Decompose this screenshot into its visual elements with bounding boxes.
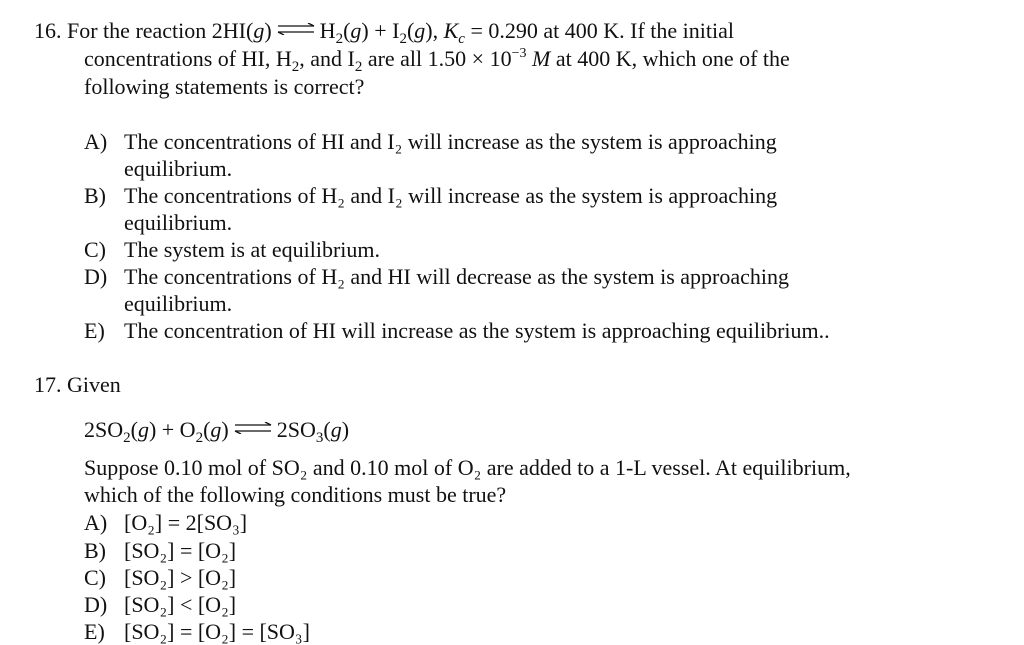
option-text: [SO₂] = [O₂] = [SO₃] (124, 619, 310, 644)
q16-option-a (84, 129, 777, 155)
option-text: The concentrations of HI and I₂ will increase as the system is approaching (124, 129, 777, 154)
q17-stem-line-1: Suppose 0.10 mol of SO₂ and 0.10 mol of O₂ are added to a 1-L vessel. At equilibrium, (84, 455, 851, 480)
q16-stem-line-1: 16. For the reaction 2HI(g) $H_2(g) + I_2(g)$, $K_c = 0.290$ at 400 K. If the initial (34, 18, 735, 47)
q16-number: 16. (34, 18, 62, 43)
q17-number: 17. (34, 372, 62, 397)
option-letter: D) (84, 264, 108, 289)
q16-unit: M (531, 46, 551, 71)
q17-equation: $2SO_2(g) + O_2(g)$ $2SO_3(g)$ (84, 417, 350, 446)
q17-option-c (84, 565, 236, 591)
option-letter: D) (84, 592, 108, 617)
option-text: [SO₂] > [O₂] (124, 565, 237, 590)
option-letter: E) (84, 619, 105, 644)
q17-option-d (84, 592, 236, 618)
q16-option-b-cont: equilibrium. (124, 210, 233, 235)
q16-intro: For the reaction (67, 18, 207, 43)
option-text: [SO₂] < [O₂] (124, 592, 237, 617)
q16-option-e (84, 318, 830, 344)
q16-option-b (84, 183, 777, 209)
option-text: The concentration of HI will increase as the system is approaching equilibrium.. (124, 318, 830, 343)
option-text: [SO₂] = [O₂] (124, 538, 237, 563)
q17-header (34, 372, 121, 398)
q16-line2-c: are all 1.50 × 10 (367, 46, 512, 71)
q16-option-d-cont: equilibrium. (124, 291, 233, 316)
option-text: The system is at equilibrium. (124, 237, 381, 262)
q16-stem-line-3: following statements is correct? (84, 74, 365, 99)
q17-stem-line-2: which of the following conditions must be true? (84, 482, 507, 507)
option-text: [O₂] = 2[SO₃] (124, 510, 248, 535)
option-letter: B) (84, 183, 106, 208)
option-letter: B) (84, 538, 106, 563)
q16-stem-equil: at 400 K. If the initial (543, 18, 735, 43)
q16-line2-d: at 400 K, which one of the (555, 46, 790, 71)
equilibrium-arrows-icon (276, 23, 316, 35)
q16-kc-value: = 0.290 (470, 18, 538, 43)
q16-option-c (84, 237, 380, 263)
q16-option-d (84, 264, 789, 290)
q17-option-a (84, 510, 247, 536)
q17-option-e (84, 619, 310, 645)
q16-line2-b: , and I (299, 46, 355, 71)
option-letter: C) (84, 565, 106, 590)
option-text: The concentrations of H₂ and I₂ will increase as the system is approaching (124, 183, 778, 208)
q17-option-b (84, 538, 236, 564)
equilibrium-arrows-icon (233, 422, 273, 434)
q16-option-a-cont: equilibrium. (124, 156, 233, 181)
option-letter: A) (84, 510, 108, 535)
q16-line2-a: concentrations of HI, H (84, 46, 292, 71)
option-text: The concentrations of H₂ and HI will decrease as the system is approaching (124, 264, 790, 289)
q16-stem-line-2: concentrations of HI, $H_2$, and $I_2$ are all $1.50 \times 10^{-3}$ M at 400 K, which one of the (84, 46, 790, 75)
option-letter: E) (84, 318, 105, 343)
q17-given: Given (67, 372, 121, 397)
q16-exponent: −3 (511, 46, 527, 61)
option-letter: C) (84, 237, 106, 262)
option-letter: A) (84, 129, 108, 154)
